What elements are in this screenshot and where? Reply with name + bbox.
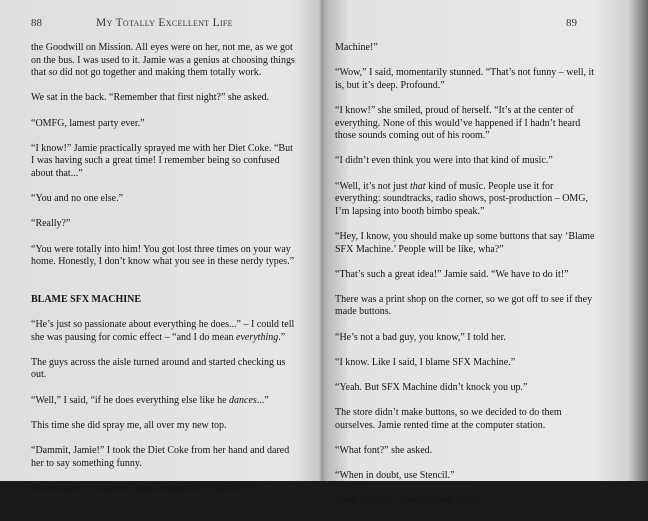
paragraph: “Hey, I know, you should make up some buttons that say ‘Blame SFX Machine.’ People will be like, wha?” xyxy=(335,230,595,255)
section-heading: BLAME SFX MACHINE xyxy=(31,293,142,305)
paragraph: the Goodwill on Mission. All eyes were on her, not me, as we got on the bus. I was used to it. Jamie was a genius at choosing things that so did not go together and making them totally work. xyxy=(31,42,295,79)
paragraph: “You were totally into him! You got lost three times on your way home. Honestly, I don’t know what you see in these nerdy types.” xyxy=(31,243,295,268)
section-spacer xyxy=(31,281,297,294)
paragraph: Machine!” xyxy=(335,42,378,53)
paragraph: “Dammit, Jamie!” I took the Diet Coke from her hand and dared her to say something funny. xyxy=(31,445,290,469)
paragraph: “I know!” she smiled, proud of herself. “It’s at the center of everything. None of this would’ve happened if I hadn’t heard those sounds coming out of his room.” xyxy=(335,104,581,142)
paragraph: “I know. Like I said, I blame SFX Machine.” xyxy=(335,356,516,368)
right-page-text xyxy=(335,42,601,521)
left-page-text xyxy=(31,42,297,508)
paragraph: Jamie nodded. “Always good advice.” xyxy=(335,495,489,507)
paragraph: “OMFG, lamest party ever.” xyxy=(31,117,145,129)
paragraph: The guys across the aisle turned around and started checking us out. xyxy=(31,356,286,381)
right-page xyxy=(322,0,648,507)
paragraph: “Wow,” I said, momentarily stunned. “That’s not funny – well, it is, but it’s deep. Profound.” xyxy=(335,67,595,91)
right-page-number: 89 xyxy=(566,17,577,29)
left-page-number: 88 xyxy=(31,17,42,29)
paragraph: She thought for a second, then announced, “I blame SFX xyxy=(31,482,260,494)
paragraph: This time she did spray me, all over my new top. xyxy=(31,419,227,431)
paragraph: “Well, it’s not just that kind of music. People use it for everything: soundtracks, radio shows, post-production – OMG, I’m lapsing into booth bimbo speak.” xyxy=(335,180,589,217)
paragraph: “Really?” xyxy=(31,218,71,230)
paragraph: “I didn’t even think you were into that kind of music.” xyxy=(335,155,553,167)
paragraph: There was a print shop on the corner, so we got off to see if they made buttons. xyxy=(335,293,593,318)
paragraph: “He’s just so passionate about everything he does...” – I could tell she was pausing for comic effect – “and I do mean everything.” xyxy=(31,319,295,343)
paragraph: We sat in the back. “Remember that first night?” she asked. xyxy=(31,92,270,104)
running-head: My Totally Excellent Life xyxy=(96,17,233,29)
paragraph: “Yeah. But SFX Machine didn’t knock you up.” xyxy=(335,382,528,394)
paragraph: “Well,” I said, “if he does everything else like he dances...” xyxy=(31,394,269,406)
paragraph: “I know!” Jamie practically sprayed me with her Diet Coke. “But I was having such a great time! I remember being so confused about that...” xyxy=(31,142,293,179)
paragraph: “That’s such a great idea!” Jamie said. “We have to do it!” xyxy=(335,268,569,280)
paragraph: “When in doubt, use Stencil.” xyxy=(335,470,455,482)
paragraph: “He’s not a bad guy, you know,” I told her. xyxy=(335,331,506,343)
paragraph: “You and no one else.” xyxy=(31,193,124,205)
paragraph: The store didn’t make buttons, so we decided to do them ourselves. Jamie rented time at the computer station. xyxy=(335,407,562,431)
paragraph: “What font?” she asked. xyxy=(335,445,433,456)
left-page xyxy=(0,0,318,494)
